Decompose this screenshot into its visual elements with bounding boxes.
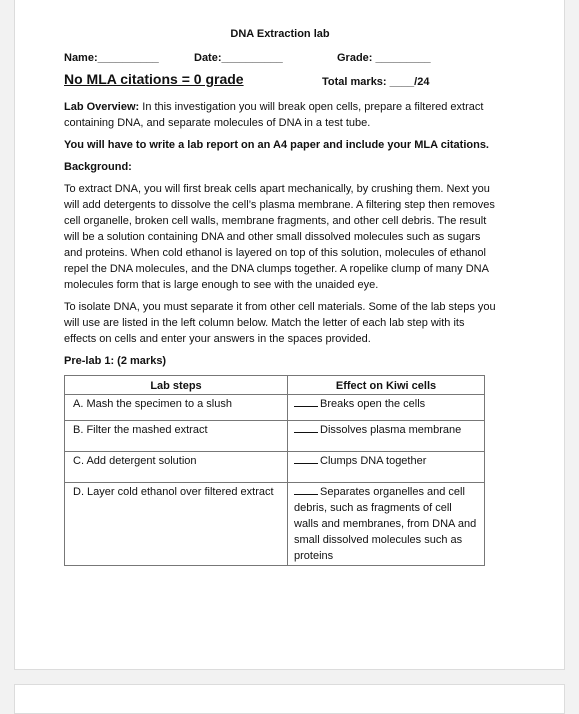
step-c: C. Add detergent solution (65, 452, 288, 483)
prelab-heading: Pre-lab 1: (2 marks) (64, 355, 167, 367)
info-row (64, 50, 496, 68)
answer-blank[interactable] (294, 484, 318, 495)
next-document-page (14, 684, 565, 714)
mla-row (64, 71, 496, 93)
lab-steps-table (64, 375, 485, 566)
document-content (64, 26, 496, 566)
effect-cell: Breaks open the cells (288, 395, 485, 421)
header-lab-steps: Lab steps (65, 376, 288, 395)
table-row (65, 483, 485, 566)
header-effect: Effect on Kiwi cells (288, 376, 485, 395)
lab-overview: Lab Overview: In this investigation you will break open cells, prepare a filtered extract containing DNA, and separate molecules of DNA in a test tube. (64, 101, 484, 129)
effect-cell: Separates organelles and cell debris, such as fragments of cell walls and membranes, from DNA and small dissolved molecules such as proteins (288, 483, 485, 566)
date-field: Date:__________ (194, 52, 283, 64)
mla-warning: No MLA citations = 0 grade (64, 71, 244, 87)
table-row (65, 395, 485, 421)
answer-blank[interactable] (294, 422, 318, 433)
grade-field: Grade: _________ (337, 52, 431, 64)
answer-blank[interactable] (294, 396, 318, 407)
table-header-row (65, 376, 485, 395)
step-d: D. Layer cold ethanol over filtered extract (65, 483, 288, 566)
effect-cell: Clumps DNA together (288, 452, 485, 483)
isolate-text: To isolate DNA, you must separate it from other cell materials. Some of the lab steps you will use are listed in the left column below. Match the letter of each lab step with its effects on cells and enter your answers in the spaces provided. (64, 301, 496, 345)
step-a: A. Mash the specimen to a slush (65, 395, 288, 421)
table-row (65, 452, 485, 483)
table-row (65, 421, 485, 452)
effect-cell: Dissolves plasma membrane (288, 421, 485, 452)
background-text: To extract DNA, you will first break cells apart mechanically, by crushing them. Next you will add detergents to dissolve the cell’s plasma membrane. A filtering step then removes cell organelle, broken cell walls, membrane fragments, and other cell debris. The result will be a solution containing DNA and other small dissolved molecules such as sugars and proteins. When cold ethanol is layered on top of this solution, molecules of ethanol repel the DNA molecules, and the DNA clumps together. A ropelike clump of many DNA molecules form that is large enough to see with the unaided eye. (64, 183, 495, 291)
total-marks: Total marks: ____/24 (322, 76, 430, 88)
report-note: You will have to write a lab report on an A4 paper and include your MLA citations. (64, 139, 489, 151)
document-title: DNA Extraction lab (230, 28, 330, 40)
name-field: Name:__________ (64, 52, 159, 64)
step-b: B. Filter the mashed extract (65, 421, 288, 452)
answer-blank[interactable] (294, 453, 318, 464)
background-heading: Background: (64, 161, 132, 173)
